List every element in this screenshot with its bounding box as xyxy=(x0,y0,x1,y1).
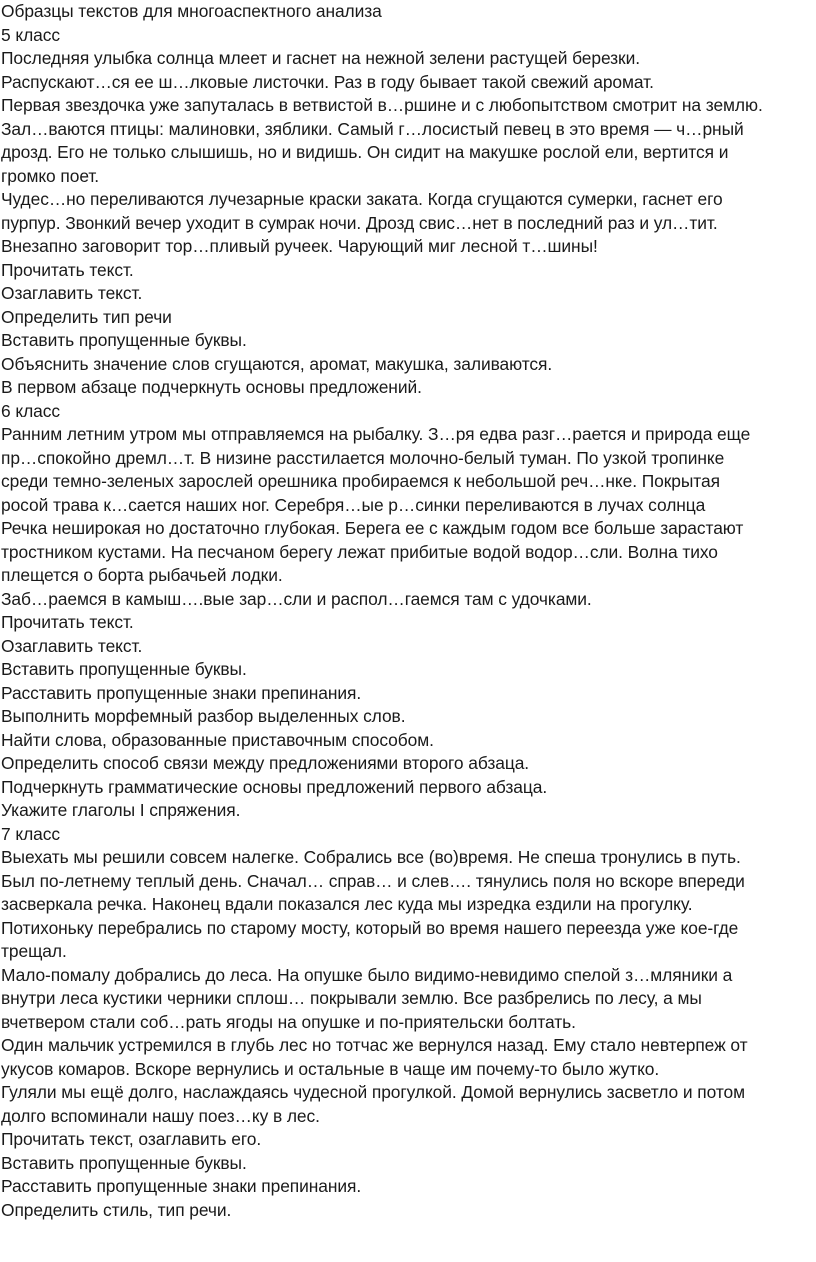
task-item: Прочитать текст, озаглавить его. xyxy=(1,1129,262,1149)
text-line: дрозд. Его не только слышишь, но и видишь. Он сидит на макушке рослой ели, вертится и xyxy=(1,142,729,162)
task-item: Подчеркнуть грамматические основы предложений первого абзаца. xyxy=(1,776,548,797)
text-line: Первая звездочка уже запуталась в ветвистой в…ршине и с любопытством смотрит на землю. xyxy=(1,95,763,115)
text-line: Мало-помалу добрались до леса. На опушке было видимо-невидимо спелой з…мляники а xyxy=(1,964,733,985)
text-line: тростником кустами. На песчаном берегу лежат прибитые водой водор…сли. Волна тихо xyxy=(1,541,718,562)
text-line: плещется о борта рыбачьей лодки. xyxy=(1,565,283,585)
task-item: Озаглавить текст. xyxy=(1,635,143,656)
task-item: Расставить пропущенные знаки препинания. xyxy=(1,682,362,703)
text-line: Чудес…но переливаются лучезарные краски заката. Когда сгущаются сумерки, гаснет его xyxy=(1,189,723,209)
task-item: Прочитать текст. xyxy=(1,259,134,280)
text-line: Внезапно заговорит тор…пливый ручеек. Чарующий миг лесной т…шины! xyxy=(1,236,598,256)
text-line: Гуляли мы ещё долго, наслаждаясь чудесной прогулкой. Домой вернулись засветло и потом xyxy=(1,1082,745,1102)
task-item: Определить способ связи между предложениями второго абзаца. xyxy=(1,753,530,773)
task-item: Вставить пропущенные буквы. xyxy=(1,330,247,350)
task-item: Озаглавить текст. xyxy=(1,283,143,303)
text-line: внутри леса кустики черники сплош… покрывали землю. Все разбрелись по лесу, а мы xyxy=(1,988,702,1008)
text-line: громко поет. xyxy=(1,165,100,186)
text-line: пурпур. Звонкий вечер уходит в сумрак ночи. Дрозд свис…нет в последний раз и ул…тит. xyxy=(1,212,718,233)
task-item: В первом абзаце подчеркнуть основы предложений. xyxy=(1,377,422,397)
text-line: росой трава к…сается наших ног. Серебря…ые р…синки переливаются в лучах солнца xyxy=(1,494,706,515)
text-line: Выехать мы решили совсем налегке. Собрались все (во)время. Не спеша тронулись в путь. xyxy=(1,847,741,867)
text-line: Зал…ваются птицы: малиновки, зяблики. Самый г…лосистый певец в это время — ч…рный xyxy=(1,118,744,139)
task-item: Определить тип речи xyxy=(1,306,172,327)
text-line: Был по-летнему теплый день. Сначал… справ… и слев…. тянулись поля но вскоре впереди xyxy=(1,870,745,891)
task-item: Расставить пропущенные знаки препинания. xyxy=(1,1176,362,1196)
text-line: Ранним летним утром мы отправляемся на рыбалку. З…ря едва разг…рается и природа еще xyxy=(1,424,751,444)
text-line: Речка неширокая но достаточно глубокая. Берега ее с каждым годом все больше зарастают xyxy=(1,518,744,538)
task-item: Укажите глаголы I спряжения. xyxy=(1,800,241,820)
text-line: вчетвером стали соб…рать ягоды на опушке и по-приятельски болтать. xyxy=(1,1011,576,1032)
task-item: Вставить пропущенные буквы. xyxy=(1,1152,247,1173)
text-line: пр…спокойно дремл…т. В низине расстилается молочно-белый туман. По узкой тропинке xyxy=(1,447,725,468)
text-line: Заб…раемся в камыш….вые зар…сли и распол…гаемся там с удочками. xyxy=(1,588,592,609)
text-line: Один мальчик устремился в глубь лес но тотчас же вернулся назад. Ему стало невтерпеж от xyxy=(1,1035,748,1055)
text-line: Потихоньку перебрались по старому мосту, который во время нашего переезда уже кое-где xyxy=(1,917,739,938)
grade-6-heading: 6 класс xyxy=(1,400,60,421)
text-line: Распускают…ся ее ш…лковые листочки. Раз в году бывает такой свежий аромат. xyxy=(1,71,654,92)
task-item: Объяснить значение слов сгущаются, аромат, макушка, заливаются. xyxy=(1,353,553,374)
grade-5-heading: 5 класс xyxy=(1,24,60,45)
task-item: Вставить пропущенные буквы. xyxy=(1,659,247,679)
text-line: укусов комаров. Вскоре вернулись и остальные в чаще им почему-то было жутко. xyxy=(1,1058,660,1079)
text-line: трещал. xyxy=(1,941,67,961)
task-item: Прочитать текст. xyxy=(1,612,134,632)
task-item: Выполнить морфемный разбор выделенных слов. xyxy=(1,706,406,726)
text-line: засверкала речка. Наконец вдали показался лес куда мы изредка ездили на прогулку. xyxy=(1,894,693,914)
document-title: Образцы текстов для многоаспектного анализа xyxy=(1,1,382,21)
text-line: Последняя улыбка солнца млеет и гаснет на нежной зелени растущей березки. xyxy=(1,48,640,68)
text-line: долго вспоминали нашу поез…ку в лес. xyxy=(1,1105,320,1126)
text-line: среди темно-зеленых зарослей орешника пробираемся к небольшой реч…нке. Покрытая xyxy=(1,471,720,491)
task-item: Определить стиль, тип речи. xyxy=(1,1199,232,1220)
task-item: Найти слова, образованные приставочным способом. xyxy=(1,729,434,750)
grade-7-heading: 7 класс xyxy=(1,823,60,844)
